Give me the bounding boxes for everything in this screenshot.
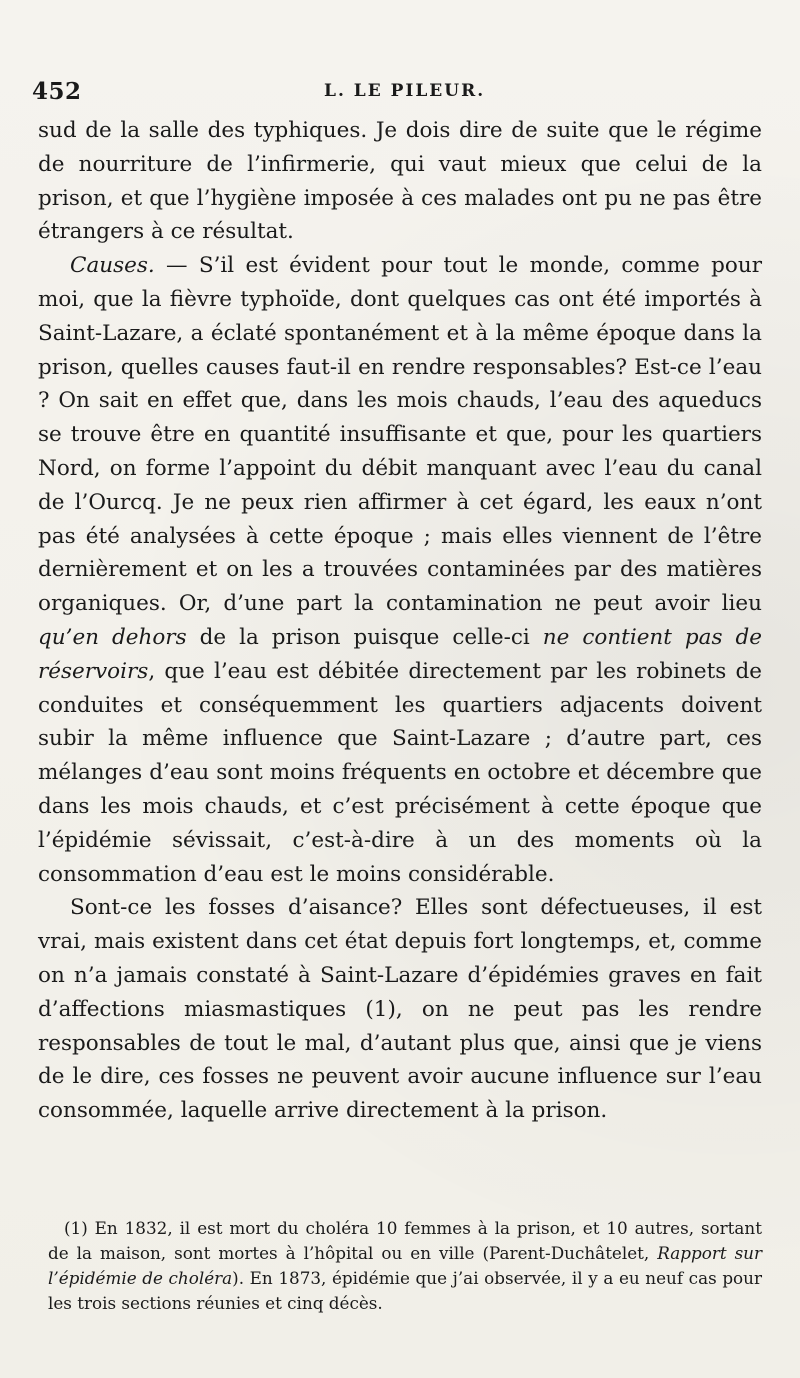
footnote-title: Rapport sur l’épidémie de choléra [48,1243,763,1288]
paragraph-text: , que l’eau est débitée directement par les robinets de conduites et conséquemment les quartiers adjacents doivent subir la même influence que Saint-Lazare ; d’autre part, ces mélanges d’eau sont moins fréquents en octobre et décembre que dans les mois chauds, et c’est précisément à cette époque que l’épidémie sévissait, c’est-à-dire à un des moments où la consommation d’eau est le moins considérable. [38,658,762,887]
running-head: L. LE PILEUR. [324,81,486,101]
paragraph-continuation [38,114,762,249]
paragraph-fosses [38,891,762,1128]
section-label-causes: Causes. [70,253,155,279]
page-header [32,78,762,108]
footnote [48,1216,762,1316]
body-text [38,114,762,1128]
footnote-text: ). En 1873, épidémie que j’ai observée, il y a eu neuf cas pour les trois sections réunies et cinq décès. [48,1268,762,1313]
footnote-text: (1) En 1832, il est mort du choléra 10 femmes à la prison, et 10 autres, sortant de la maison, sont mortes à l’hôpital ou en ville (Parent-Duchâtelet, [48,1218,762,1263]
paragraph-text: Sont-ce les fosses d’aisance? Elles sont défectueuses, il est vrai, mais existent dans cet état depuis fort longtemps, et, comme on n’a jamais constaté à Saint-Lazare d’épidémies graves en fait d’affections miasmastiques (1), on ne peut pas les rendre responsables de tout le mal, d’autant plus que, ainsi que je viens de le dire, ces fosses ne peuvent avoir aucune influence sur l’eau consommée, laquelle arrive directement à la prison. [38,895,762,1124]
emphasis-text: qu’en dehors [38,624,187,650]
paragraph-causes [38,249,762,891]
paragraph-text: — S’il est évident pour tout le monde, comme pour moi, que la fièvre typhoïde, dont quelques cas ont été importés à Saint-Lazare, a éclaté spontanément et à la même époque dans la prison, quelles causes faut-il en rendre responsables? Est-ce l’eau ? On sait en effet que, dans les mois chauds, l’eau des aqueducs se trouve être en quantité insuffisante et que, pour les quartiers Nord, on forme l’appoint du débit manquant avec l’eau du canal de l’Ourcq. Je ne peux rien affirmer à cet égard, les eaux n’ont pas été analysées à cette époque ; mais elles viennent de l’être dernièrement et on les a trouvées contaminées par des matières organiques. Or, d’une part la contamination ne peut avoir lieu [38,253,762,617]
emphasis-text: ne contient pas de réservoirs [38,624,762,684]
paragraph-text: de la prison puisque celle-ci [186,624,543,650]
paragraph-text: sud de la salle des typhiques. Je dois dire de suite que le régime de nourriture de l’infirmerie, qui vaut mieux que celui de la prison, et que l’hygiène imposée à ces malades ont pu ne pas être étrangers à ce résultat. [38,118,762,245]
footnote-1 [48,1216,762,1316]
page-number: 452 [32,78,82,105]
